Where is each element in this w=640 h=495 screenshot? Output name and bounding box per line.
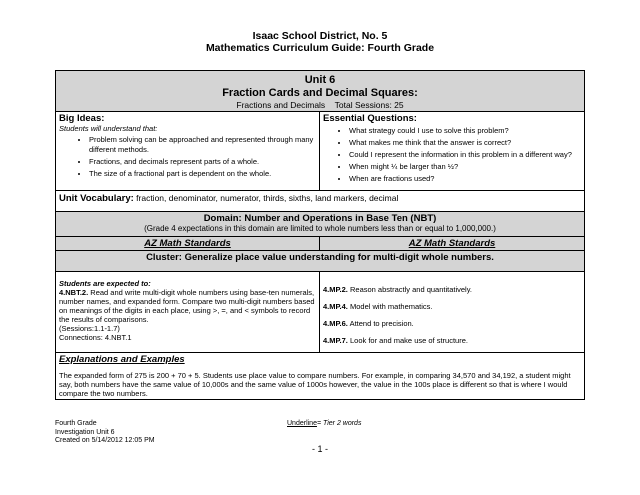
list-item: • The size of a fractional part is dependent on the whole. bbox=[89, 169, 316, 179]
footer-info bbox=[55, 420, 155, 446]
big-ideas-list bbox=[59, 135, 316, 179]
practice-item bbox=[323, 302, 581, 311]
list-item: • What makes me think that the answer is correct? bbox=[349, 138, 581, 148]
guide-title: Mathematics Curriculum Guide: Fourth Grade bbox=[205, 42, 435, 54]
cluster-row bbox=[56, 251, 585, 272]
footer-investigation: Investigation Unit 6 bbox=[55, 428, 115, 436]
expected-standard bbox=[59, 288, 316, 324]
standard-text: Read and write multi-digit whole numbers using base-ten numerals, number names, and expanded form. Compare two multi-digit numbers based on meanings of the digits in each place, using >, =, and < symbols to record the results of comparisons. bbox=[59, 288, 315, 324]
az-standards-left-heading: AZ Math Standards bbox=[56, 237, 320, 251]
list-item: • Fractions, and decimals represent parts of a whole. bbox=[89, 157, 316, 167]
underline-label: Underline bbox=[287, 420, 317, 427]
practice-text: Look for and make use of structure. bbox=[349, 336, 468, 345]
domain-title: Domain: Number and Operations in Base Ten (NBT) bbox=[203, 213, 437, 224]
big-ideas-cell bbox=[56, 112, 320, 191]
explanations-heading: Explanations and Examples bbox=[59, 354, 185, 365]
essential-questions-heading: Essential Questions: bbox=[323, 113, 417, 124]
practice-text: Attend to precision. bbox=[349, 319, 414, 328]
explanations-row bbox=[56, 353, 585, 400]
big-ideas-intro: Students will understand that: bbox=[59, 124, 158, 133]
unit-sessions: Total Sessions: 25 bbox=[334, 100, 404, 110]
unit-subtitle bbox=[59, 100, 581, 110]
expected-heading: Students are expected to: bbox=[59, 279, 151, 288]
practice-text: Model with mathematics. bbox=[349, 302, 433, 311]
list-item: • Problem solving can be approached and represented through many different methods. bbox=[89, 135, 316, 155]
footer-grade: Fourth Grade bbox=[55, 420, 97, 427]
practice-text: Reason abstractly and quantitatively. bbox=[349, 285, 472, 294]
cluster-text: Cluster: Generalize place value understanding for multi-digit whole numbers. bbox=[56, 251, 585, 272]
practice-code: 4.MP.6. bbox=[323, 319, 348, 328]
vocabulary-label: Unit Vocabulary: bbox=[59, 193, 134, 204]
domain-row bbox=[56, 212, 585, 237]
ideas-row bbox=[56, 112, 585, 191]
practice-item bbox=[323, 336, 581, 345]
unit-number: Unit 6 bbox=[304, 74, 336, 86]
practice-code: 4.MP.2. bbox=[323, 285, 348, 294]
practice-item bbox=[323, 285, 581, 294]
list-item: • When are fractions used? bbox=[349, 174, 581, 184]
domain-note: (Grade 4 expectations in this domain are limited to whole numbers less than or equal to 1,000,000.) bbox=[144, 224, 496, 233]
vocabulary-row bbox=[56, 191, 585, 212]
standards-header-row bbox=[56, 237, 585, 251]
list-item: • What strategy could I use to solve this problem? bbox=[349, 126, 581, 136]
unit-row bbox=[56, 71, 585, 112]
expected-sessions: (Sessions:1.1-1.7) bbox=[59, 324, 120, 333]
essential-questions-list bbox=[323, 126, 581, 184]
unit-topic: Fractions and Decimals bbox=[236, 100, 326, 110]
practice-code: 4.MP.7. bbox=[323, 336, 348, 345]
expected-connections: Connections: 4.NBT.1 bbox=[59, 333, 132, 342]
page-number: - 1 - bbox=[311, 444, 328, 454]
district-title: Isaac School District, No. 5 bbox=[252, 30, 388, 42]
vocabulary-text: fraction, denominator, numerator, thirds, sixths, land markers, decimal bbox=[136, 193, 399, 203]
standards-row bbox=[56, 272, 585, 353]
az-standards-right-heading: AZ Math Standards bbox=[320, 237, 585, 251]
curriculum-table bbox=[55, 70, 585, 400]
underline-note: = Tier 2 words bbox=[316, 420, 362, 427]
big-ideas-heading: Big Ideas: bbox=[59, 113, 105, 124]
practice-code: 4.MP.4. bbox=[323, 302, 348, 311]
list-item: • When might ¼ be larger than ½? bbox=[349, 162, 581, 172]
essential-questions-cell bbox=[320, 112, 585, 191]
practice-item bbox=[323, 319, 581, 328]
footer-created: Created on 5/14/2012 12:05 PM bbox=[55, 437, 155, 444]
standard-code: 4.NBT.2. bbox=[59, 288, 89, 297]
list-item: • Could I represent the information in this problem in a different way? bbox=[349, 150, 581, 160]
explanations-text: The expanded form of 275 is 200 + 70 + 5. Students use place value to compare numbers. For example, in comparing 34,570 and 34,192, a student might say, both numbers have the same value of 10,000s and the same value of 1000s however, the value in the 100s place is different so that is where I would compare the two numbers. bbox=[59, 371, 571, 398]
practices-cell bbox=[320, 272, 585, 353]
unit-title: Fraction Cards and Decimal Squares: bbox=[222, 87, 418, 99]
expected-cell bbox=[56, 272, 320, 353]
footer-legend bbox=[287, 420, 361, 429]
